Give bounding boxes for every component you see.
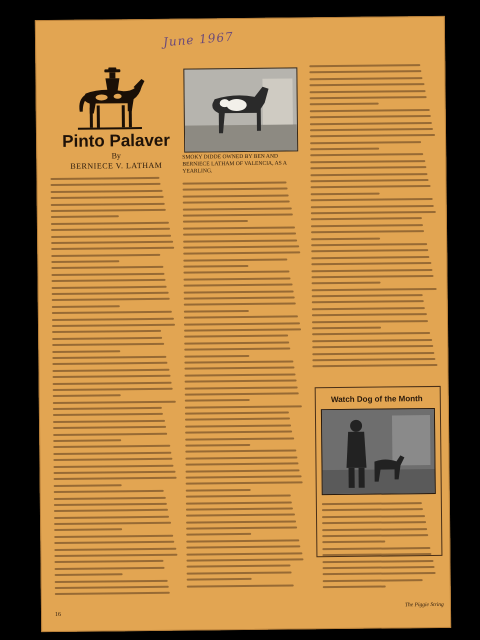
text-line (185, 386, 298, 389)
text-line (312, 332, 430, 335)
text-line (312, 352, 434, 355)
text-line (184, 310, 249, 313)
text-line (53, 375, 171, 378)
text-line (54, 503, 167, 506)
text-line (312, 301, 424, 304)
text-line (53, 439, 121, 442)
text-line (55, 592, 170, 595)
text-line (186, 546, 300, 549)
text-line (51, 216, 119, 219)
text-line (322, 509, 423, 512)
column-3-text (309, 64, 438, 372)
text-line (309, 71, 421, 74)
text-line (52, 317, 174, 320)
text-line (310, 160, 425, 163)
text-line (52, 292, 169, 295)
text-line (54, 477, 177, 480)
text-line (311, 217, 422, 220)
text-line (53, 426, 166, 429)
footer-credit: The Piggie String (404, 601, 444, 609)
text-line (53, 458, 172, 461)
watch-dog-caption-text (322, 502, 437, 593)
text-line (186, 482, 303, 485)
text-line (52, 362, 167, 365)
text-line (51, 273, 164, 276)
text-line (312, 294, 423, 297)
page-number: 16 (55, 611, 62, 618)
text-line (184, 277, 291, 280)
text-line (310, 141, 421, 144)
text-line (311, 185, 431, 188)
text-line (183, 220, 248, 223)
text-line (322, 541, 385, 544)
text-line (322, 560, 433, 563)
text-line (312, 345, 433, 348)
text-line (51, 183, 161, 186)
text-line (310, 166, 426, 169)
text-line (53, 388, 173, 391)
text-line (54, 496, 166, 499)
text-line (54, 535, 173, 538)
text-line (310, 96, 427, 99)
text-line (311, 192, 380, 195)
man-with-dog-photo (321, 408, 436, 495)
text-line (311, 237, 380, 240)
text-line (310, 122, 432, 125)
text-line (184, 354, 249, 357)
text-line (184, 367, 294, 370)
text-line (55, 567, 165, 570)
text-line (311, 198, 433, 201)
text-line (185, 412, 289, 415)
text-line (52, 337, 162, 340)
text-line (184, 335, 288, 338)
text-line (310, 128, 433, 131)
text-line (185, 399, 250, 402)
text-line (309, 64, 420, 67)
text-line (185, 437, 294, 440)
text-line (312, 313, 427, 316)
text-line (184, 284, 293, 287)
text-line (185, 418, 290, 421)
text-line (323, 586, 386, 589)
text-line (186, 552, 302, 555)
text-line (185, 456, 297, 459)
text-line (322, 534, 428, 537)
text-line (53, 432, 167, 435)
text-line (54, 541, 174, 544)
text-line (52, 368, 169, 371)
watch-dog-title: Watch Dog of the Month (330, 394, 423, 405)
text-line (53, 452, 171, 455)
text-line (185, 431, 292, 434)
text-line (184, 341, 289, 344)
text-line (51, 247, 174, 250)
text-line (51, 260, 119, 263)
text-line (311, 224, 423, 227)
text-line (186, 527, 297, 530)
text-line (52, 324, 175, 327)
text-line (184, 316, 298, 319)
text-line (54, 484, 122, 487)
text-line (52, 311, 172, 314)
text-line (311, 256, 429, 259)
text-line (184, 322, 300, 325)
text-line (183, 239, 297, 242)
text-line (51, 190, 163, 193)
text-line (310, 154, 423, 157)
text-line (322, 502, 422, 505)
text-line (186, 469, 300, 472)
text-line (312, 327, 381, 330)
text-line (310, 148, 379, 151)
cowboy-on-pinto-horse-icon (71, 67, 146, 134)
text-line (312, 339, 432, 342)
text-line (52, 305, 120, 308)
text-line (52, 285, 167, 288)
text-line (185, 392, 299, 395)
text-line (51, 266, 163, 269)
text-line (322, 515, 425, 518)
text-line (184, 328, 301, 331)
text-line (53, 445, 170, 448)
horse-photo-caption: SMOKY DIDDE OWNED BY BEN AND BERNIECE LATHAM OF VALENCIA, AS A YEARLING. (182, 153, 287, 175)
text-line (55, 586, 169, 589)
text-line (184, 348, 290, 351)
text-line (323, 579, 423, 582)
text-line (311, 205, 434, 208)
text-line (51, 209, 166, 212)
text-line (184, 303, 296, 306)
text-line (50, 177, 159, 180)
text-line (51, 222, 169, 225)
text-line (185, 424, 291, 427)
text-line (53, 420, 165, 423)
text-line (183, 258, 287, 261)
text-line (55, 573, 123, 576)
text-line (51, 241, 173, 244)
text-line (323, 566, 435, 569)
text-line (186, 501, 292, 504)
text-line (186, 514, 295, 517)
text-line (322, 528, 427, 531)
text-line (186, 507, 293, 510)
handwritten-date: June 1967 (162, 29, 235, 50)
text-line (310, 179, 428, 182)
text-line (53, 395, 121, 398)
text-line (309, 77, 422, 80)
text-line (51, 234, 171, 237)
text-line (310, 103, 379, 106)
text-line (311, 249, 428, 252)
text-line (52, 350, 120, 353)
text-line (312, 320, 428, 323)
text-line (186, 539, 299, 542)
newsletter-page (35, 16, 451, 632)
text-line (310, 109, 430, 112)
text-line (183, 188, 288, 191)
text-line (53, 413, 163, 416)
text-line (53, 464, 173, 467)
text-line (323, 572, 436, 575)
text-line (186, 520, 296, 523)
text-line (54, 515, 169, 518)
text-line (54, 509, 168, 512)
text-line (183, 245, 299, 248)
text-line (310, 134, 435, 137)
text-line (186, 533, 251, 536)
text-line (51, 254, 160, 257)
text-line (53, 381, 172, 384)
text-line (186, 558, 303, 561)
text-line (185, 380, 297, 383)
text-line (183, 226, 295, 229)
text-line (184, 296, 295, 299)
text-line (183, 194, 289, 197)
text-line (52, 330, 161, 333)
text-line (51, 228, 170, 231)
text-line (52, 279, 166, 282)
text-line (187, 578, 252, 581)
text-line (54, 529, 122, 532)
pinto-horse-photo (183, 67, 298, 152)
text-line (54, 547, 176, 550)
text-line (185, 405, 302, 408)
text-line (51, 202, 165, 205)
text-line (187, 565, 291, 568)
text-line (322, 553, 431, 556)
text-line (54, 490, 164, 493)
text-line (185, 450, 296, 453)
text-line (184, 290, 294, 293)
text-line (322, 547, 430, 550)
text-line (185, 463, 298, 466)
text-line (51, 196, 164, 199)
text-line (185, 444, 250, 447)
text-line (54, 554, 177, 557)
text-line (52, 356, 166, 359)
text-line (54, 471, 176, 474)
text-line (53, 407, 162, 410)
text-line (183, 252, 300, 255)
text-line (310, 173, 427, 176)
byline-by: By (111, 151, 121, 161)
text-line (312, 275, 434, 278)
text-line (54, 522, 171, 525)
text-line (312, 364, 437, 367)
byline-author: BERNIECE V. LATHAM (70, 160, 163, 171)
text-line (184, 360, 293, 363)
text-line (53, 400, 176, 403)
text-line (55, 579, 168, 582)
text-line (183, 213, 293, 216)
text-line (311, 230, 424, 233)
article-title: Pinto Palaver (62, 130, 171, 151)
column-1-text (50, 177, 178, 600)
text-line (52, 298, 170, 301)
text-line (311, 262, 431, 265)
text-line (310, 90, 426, 93)
text-line (183, 207, 292, 210)
text-line (54, 560, 163, 563)
text-line (183, 201, 290, 204)
text-line (185, 373, 296, 376)
text-line (312, 288, 437, 291)
text-line (186, 495, 291, 498)
text-line (310, 115, 431, 118)
text-line (186, 475, 302, 478)
text-line (52, 343, 164, 346)
text-line (322, 521, 426, 524)
text-line (186, 489, 251, 492)
text-line (183, 265, 248, 268)
text-line (309, 83, 424, 86)
text-line (311, 243, 427, 246)
text-line (183, 233, 296, 236)
text-line (187, 584, 294, 587)
text-line (183, 271, 289, 274)
column-2-text (183, 181, 305, 591)
text-line (312, 282, 381, 285)
text-line (312, 358, 435, 361)
text-line (183, 182, 287, 185)
text-line (312, 307, 425, 310)
text-line (311, 211, 436, 214)
text-line (187, 571, 292, 574)
text-line (311, 269, 432, 272)
